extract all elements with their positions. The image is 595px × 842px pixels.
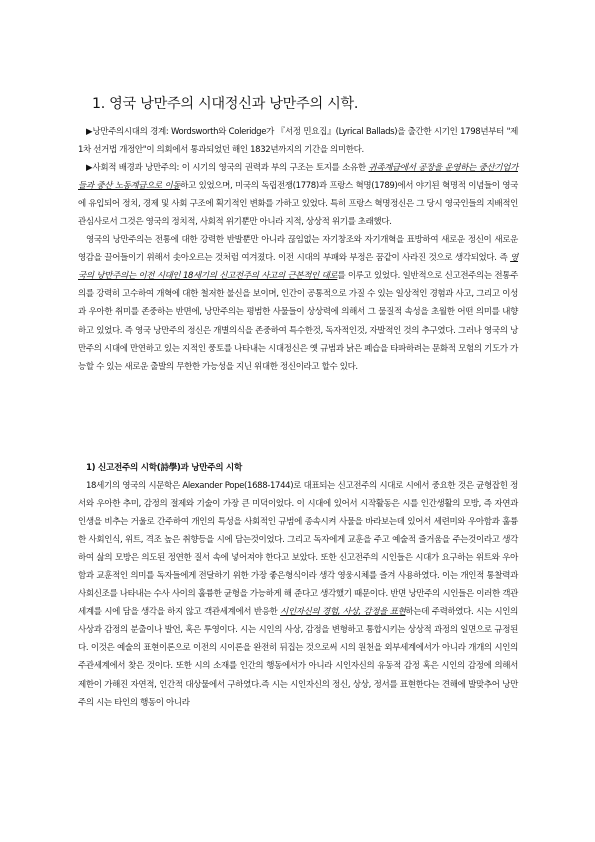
paragraph-romantic-spirit xyxy=(78,231,518,375)
paragraph-text: ▶낭만주의시대의 경계: Wordsworth와 Coleridge가 『서정 민요집』(Lyrical Ballads)을 출간한 시기인 1798년부터 "제1차 선거법 개정안"이 의회에서 통과되었던 해인 1832년까지의 기간을 의미한다. xyxy=(78,127,518,156)
page-title: 1. 영국 낭만주의 시대정신과 낭만주의 시학. xyxy=(92,96,359,112)
section-heading: 1) 신고전주의 시학(詩學)과 낭만주의 시학 xyxy=(86,463,242,473)
paragraph-text: 하는데 주력하였다. 시는 시인의 사상과 감정의 분출이나 발언, 혹은 투영이다. 시는 시인의 사상, 감정을 변형하고 통합시키는 상상적 과정의 일면으로 규정된다. 이것은 예술의 표현이론으로 이전의 시이론을 완전히 뒤집는 것으로써 시의 원천을 외부세계에서가 아니라 개개의 시인의 주관세계에서 찾은 것이다. 또한 시의 소재를 인간의 행동에서가 아니라 시인자신의 유동적 감정 혹은 시인의 감정에 의해서 제한이 가해진 자연적, 인간적 대상물에서 구하였다.즉 시는 시인자신의 정신, 상상, 정서를 표현한다는 견해에 발맞추어 낭만주의 시는 타인의 행동이 아니라 xyxy=(78,607,519,708)
paragraph-social-background xyxy=(78,159,518,231)
section-poetics xyxy=(78,477,518,712)
paragraph-text: 를 이루고 있었다. 일반적으로 신고전주의는 전통주의를 강력히 고수하여 개혁에 대한 철저한 불신을 보이며, 인간이 공통적으로 가질 수 있는 일상적인 경험과 사고, 그리고 이성과 우아한 취미를 존중하는 반면에, 낭만주의는 평범한 사물들이 상상력에 의해서 그 물질적 속성을 초월한 어떤 의미를 내향하고 있었다. 즉 영국 낭만주의 정신은 개별의식을 존중하여 특수한것, 독자적인것, 자발적인 것의 추구였다. 그러나 영국의 낭만주의 시대에 만연하고 있는 지적인 풍토를 나타내는 시대정신은 옛 규범과 낡은 폐습을 타파하려는 문화적 모험의 기도가 가능할 수 있는 새로운 출발의 무한한 가능성을 지닌 위대한 정신이라고 할수 있다. xyxy=(78,271,519,372)
paragraph-period-boundary xyxy=(78,123,518,159)
paragraph-text: 18세기의 영국의 시문학은 Alexander Pope(1688-1744)로 대표되는 신고전주의 시대로 시에서 중요한 것은 균형잡힌 정서와 우아한 추미, 감정의 절제와 기술이 가장 큰 미덕이었다. 이 시대에 있어서 시작활동은 시를 인간생활의 모방, 즉 자연과 인생을 비추는 거울로 간주하여 개인의 특성을 사회적인 규범에 종속시켜 사물을 바라보는데 있어서 세련미와 우아함과 훌륭한 사회인식, 위트, 격조 높은 취향등을 시에 담는것이었다. 그리고 독자에게 교훈을 주고 예술적 즐거움을 주는것이라고 생각하여 삶의 모방은 의도된 정연한 질서 속에 넣어져야 한다고 보았다. 또한 신고전주의 시인들은 시대가 요구하는 위트와 우아함과 교훈적인 의미를 독자들에게 전달하기 위한 가장 좋은형식이라 생각 영웅시체를 즐겨 사용하였다. 이는 개인적 통찰력과 사회신조를 나타내는 수사 사이의 훌륭한 균형을 가능하게 해 준다고 생각했기 때문이다. 반면 낭만주의 시인들은 이러한 객관세계를 시에 담을 생각을 하지 않고 객관세계에서 반응한 xyxy=(78,481,518,618)
emphasis-text: 귀족계급에서 공장을 운영하는 중산기업가들과 중산 노동계급으로 이동 xyxy=(78,163,518,192)
emphasis-text: 시인자신의 경험, 사상, 감정을 표현 xyxy=(280,607,406,618)
emphasis-text: 영국의 낭만주의는 이전 시대인 18세기의 신고전주의 사고의 근본적인 대로 xyxy=(78,253,518,282)
section-intro xyxy=(78,123,518,376)
paragraph-text: ▶사회적 배경과 낭만주의: 이 시기의 영국의 권력과 부의 구조는 토지를 소유한 xyxy=(86,163,369,174)
paragraph-text: 영국의 낭만주의는 전통에 대한 강력한 반발뿐만 아니라 끊임없는 자기창조와 자기개혁을 표방하여 새로운 정신이 새로운 영감을 끌어들이기 위해서 솟아오르는 것처럼 여겨졌다. 이전 시대의 부패와 부정은 꿈같이 사라진 것으로 생각되었다. 즉 xyxy=(78,235,518,264)
paragraph-text: 하고 있었으며, 미국의 독립전쟁(1778)과 프랑스 혁명(1789)에서 야기된 혁명적 이념들이 영국에 유입되어 정치, 경제 및 사회 구조에 획기적인 변화를 가하고 있었다. 특히 프랑스 혁명정신은 그 당시 영국인들의 지배적인 관심사로서 그것은 영국의 정치적, 사회적 위기뿐만 아니라 지적, 상상적 위기를 초래했다. xyxy=(78,181,519,228)
